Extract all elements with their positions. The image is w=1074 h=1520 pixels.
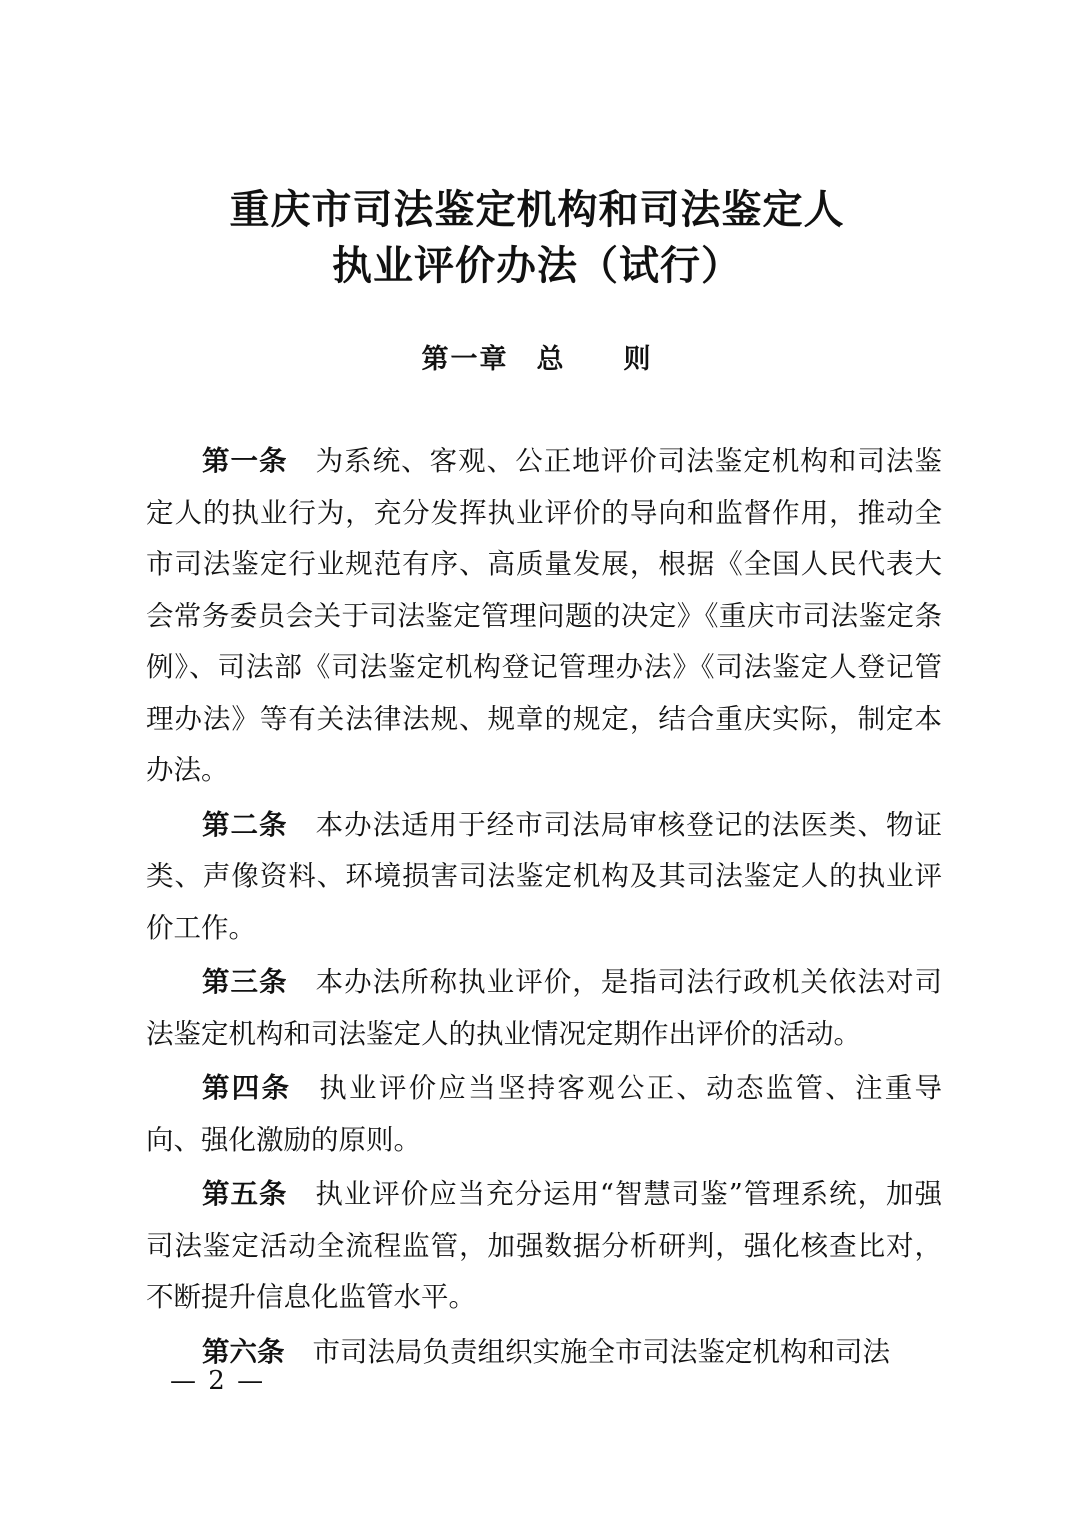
article-number: 第四条: [202, 1072, 292, 1104]
chapter-heading: [0, 340, 1074, 380]
article-text: 执业评价应当充分运用“智慧司鉴”管理系统，加强司法鉴定活动全流程监管，加强数据分析研判，强化核查比对，不断提升信息化监管水平。: [146, 1178, 943, 1313]
article-number: 第五条: [202, 1178, 288, 1210]
article-number: 第一条: [202, 445, 288, 477]
article-5: [146, 1169, 942, 1324]
article-text: 本办法适用于经市司法局审核登记的法医类、物证类、声像资料、环境损害司法鉴定机构及其司法鉴定人的执业评价工作。: [146, 808, 942, 944]
article-3: [146, 957, 942, 1060]
article-2: [146, 800, 942, 955]
article-number: 第六条: [202, 1335, 285, 1368]
article-text: 市司法局负责组织实施全市司法鉴定机构和司法: [312, 1335, 890, 1368]
article-text: 为系统、客观、公正地评价司法鉴定机构和司法鉴定人的执业行为，充分发挥执业评价的导向和监督作用，推动全市司法鉴定行业规范有序、高质量发展，根据《全国人民代表大会常务委员会关于司法鉴定管理问题的决定》《重庆市司法鉴定条例》、司法部《司法鉴定机构登记管理办法》《司法鉴定人登记管理办法》等有关法律法规、规章的规定，结合重庆实际，制定本办法。: [146, 445, 942, 786]
article-number: 第三条: [202, 966, 288, 998]
article-number: 第二条: [202, 808, 288, 841]
title-line-2: 执业评价办法（试行）: [332, 242, 742, 289]
title-line-1: 重庆市司法鉴定机构和司法鉴定人: [229, 186, 845, 233]
article-6: [146, 1327, 942, 1379]
chapter-name-part1: 总: [536, 344, 566, 375]
article-text: 本办法所称执业评价，是指司法行政机关依法对司法鉴定机构和司法鉴定人的执业情况定期作出评价的活动。: [146, 966, 942, 1050]
document-body: [146, 436, 942, 1381]
document-title: [0, 182, 1074, 294]
article-4: [146, 1063, 942, 1166]
article-text: 执业评价应当坚持客观公正、动态监管、注重导向、强化激励的原则。: [146, 1072, 943, 1156]
page-number: — 2 —: [170, 1366, 266, 1396]
article-1: [146, 436, 942, 797]
chapter-name-part2: 则: [623, 344, 653, 375]
chapter-number: 第一章: [421, 344, 509, 375]
